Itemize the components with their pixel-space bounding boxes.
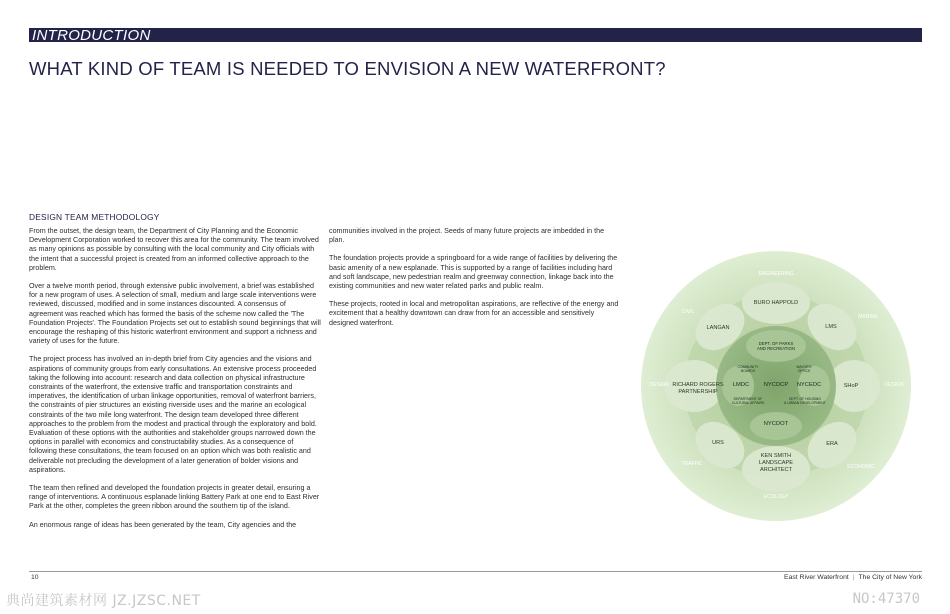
- label-design-right: DESIGN: [884, 382, 904, 388]
- core-mayor-2: OFFICE: [797, 369, 811, 373]
- core-parks-1: DEPT. OF PARKS: [758, 341, 794, 346]
- petal-era: ERA: [826, 441, 838, 447]
- paragraph: Over a twelve month period, through extensive public involvement, a brief was established for a new program of uses. A selection of small, medium and large scale interventions were reviewed, discussed, modified and in some instances discounted. A consensus of agreement was reached which has formed the basis of the scheme now called the 'The Foundation Projects'. The Foundation Projects set out to establish sound beginnings that will encourage the reshaping of this historic waterfront environment and support a richness and variety of uses for the future.: [29, 282, 321, 346]
- footer-project: East River Waterfront: [784, 574, 849, 581]
- core-culture-2: CULTURAL AFFAIRS: [731, 401, 765, 405]
- label-economic: ECONOMIC: [847, 464, 875, 470]
- section-label: INTRODUCTION: [32, 27, 151, 44]
- watermark-right: NO:47370: [852, 591, 920, 607]
- petal-ken-smith-1: KEN SMITH: [760, 453, 792, 459]
- core-nycdcp: NYCDCP: [763, 382, 789, 388]
- label-engineering: ENGINEERING: [758, 271, 794, 277]
- core-culture-1: DEPARTMENT OF: [733, 397, 763, 401]
- footer-rule: [29, 571, 922, 572]
- paragraph: The project process has involved an in-depth brief from City agencies and the visions and aspirations of community groups from early consultations. An extensive process proceeded taking the following into account: research and data collection on physical infrastructure constraints of the waterfront, the extensive traffic and transportation constraints and imperatives, the identification of urban linkage opportunities, removal of waterfront barriers, the constraints of pier structures an existing riverside uses and the marine an ecological constraints of the two mile long waterfront. The design team developed three different approaches to the problem from the modest and practical through the exploratory and bold. Evaluation of these options with the authorities and stakeholder groups narrowed down the options in parallel with economics and constructability studies. As a consequence of following these consultations, the team focused on an option which was both realistic and deliverable not precluding the development of a later generation of bolder visions and aspirations.: [29, 355, 317, 474]
- core-nycdot: NYCDOT: [763, 421, 789, 427]
- core-mayor-1: MAYOR'S: [796, 365, 812, 369]
- page-number: 10: [31, 574, 39, 581]
- footer-meta: [784, 574, 922, 581]
- page-title: WHAT KIND OF TEAM IS NEEDED TO ENVISION A NEW WATERFRONT?: [29, 58, 666, 79]
- core-parks-2: AND RECREATION: [756, 346, 796, 351]
- core-lmdc: LMDC: [732, 382, 750, 388]
- core-cb-1: COMMUNITY: [737, 365, 759, 369]
- team-diagram: [638, 248, 914, 524]
- petal-ken-smith-2: LANDSCAPE: [759, 460, 793, 466]
- core-housing-2: & URBAN DEVELOPMENT: [784, 401, 826, 405]
- body-column-left: [29, 227, 321, 539]
- label-ecology: ECOLOGY: [763, 494, 789, 500]
- core-cb-2: BOARDS: [740, 369, 756, 373]
- subheading: DESIGN TEAM METHODOLOGY: [29, 212, 160, 222]
- petal-lms: LMS: [825, 324, 837, 330]
- petal-buro-happold: BURO HAPPOLD: [753, 300, 799, 306]
- core-housing-1: DEPT. OF HOUSING: [788, 397, 822, 401]
- petal-rogers-1: RICHARD ROGERS: [672, 382, 724, 388]
- petal-rogers-2: PARTNERSHIP: [678, 389, 718, 395]
- petal-ken-smith-3: ARCHITECT: [759, 467, 793, 473]
- paragraph: The team then refined and developed the foundation projects in greater detail, ensuring a range of interventions. A continuous esplanade linking Battery Park at one end to East River Park at the other, completes the green ribbon around the southern tip of the island.: [29, 484, 320, 511]
- paragraph: From the outset, the design team, the Department of City Planning and the Economic Development Corporation worked to recover this area for the community. The team involved as many opinions as possible by consulting with the local community and City officials with the intent that a successful project is created from an informed collective approach to the problem.: [29, 227, 319, 272]
- core-nycedc: NYCEDC: [796, 382, 822, 388]
- label-traffic: TRAFFIC: [681, 461, 703, 467]
- petal-langan: LANGAN: [706, 325, 730, 331]
- petal-shop: SHoP: [843, 383, 859, 389]
- paragraph: communities involved in the project. Seeds of many future projects are imbedded in the plan.: [329, 227, 605, 245]
- footer-client: The City of New York: [858, 574, 922, 581]
- paragraph: These projects, rooted in local and metropolitan aspirations, are reflective of the energy and excitement that a healthy downtown can draw from for an accessible and sensitively designed waterfront.: [329, 300, 619, 327]
- label-marine: MARINE: [858, 314, 878, 320]
- paragraph: An enormous range of ideas has been generated by the team, City agencies and the: [29, 520, 297, 529]
- footer-separator: |: [852, 574, 855, 581]
- petal-urs: URS: [712, 440, 724, 446]
- section-bar: [29, 28, 922, 42]
- label-civil: CIVIL: [681, 309, 695, 315]
- paragraph: The foundation projects provide a springboard for a wide range of facilities by delivering the basic amenity of a new esplanade. This is supported by a range of facilities including hard and soft landscape, new pedestrian realm and greenway connection, linkage back into the existing communities and new water related parks and public realm.: [329, 254, 618, 291]
- label-design-left: DESIGN: [649, 382, 669, 388]
- body-column-right: [329, 227, 621, 337]
- watermark-left: 典尚建筑素材网 JZ.JZSC.NET: [6, 593, 201, 609]
